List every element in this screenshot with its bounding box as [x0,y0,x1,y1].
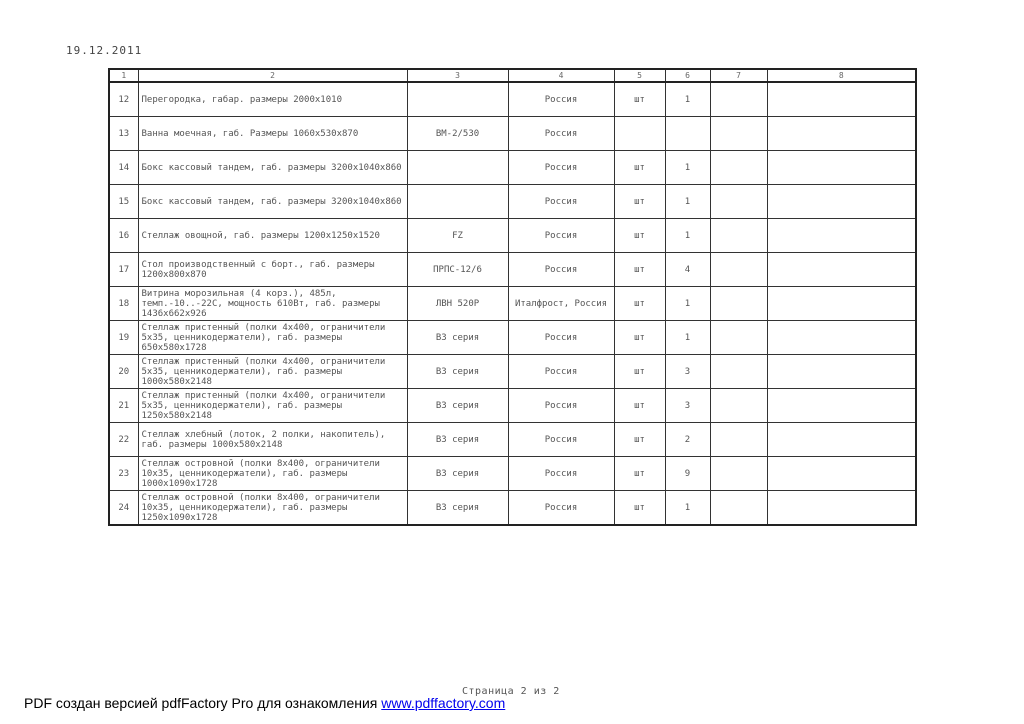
item-unit: шт [614,151,665,185]
item-col8 [767,287,916,321]
item-unit: шт [614,219,665,253]
item-unit: шт [614,457,665,491]
item-unit: шт [614,355,665,389]
item-quantity: 9 [665,457,710,491]
item-country: Россия [508,117,614,151]
item-name: Стеллаж островной (полки 8х400, ограничители 10х35, ценникодержатели), габ. размеры 1000х1090х1728 [138,457,407,491]
item-quantity: 4 [665,253,710,287]
item-model [407,82,508,117]
item-quantity: 1 [665,219,710,253]
item-country: Россия [508,253,614,287]
header-row [109,69,916,82]
item-country: Россия [508,457,614,491]
item-country: Россия [508,219,614,253]
item-col7 [710,82,767,117]
item-model: В3 серия [407,423,508,457]
item-name: Бокс кассовый тандем, габ. размеры 3200х1040х860 [138,151,407,185]
item-unit: шт [614,423,665,457]
item-col8 [767,491,916,526]
item-col8 [767,253,916,287]
item-quantity: 1 [665,82,710,117]
item-col8 [767,219,916,253]
item-name: Стеллаж островной (полки 8х400, ограничители 10х35, ценникодержатели), габ. размеры 1250х1090х1728 [138,491,407,526]
table-row [109,253,916,287]
row-number: 22 [109,423,138,457]
item-country: Россия [508,423,614,457]
table-row [109,219,916,253]
table-row [109,423,916,457]
item-model [407,151,508,185]
item-model: В3 серия [407,457,508,491]
col-header: 1 [109,69,138,82]
item-country: Россия [508,82,614,117]
item-col7 [710,185,767,219]
item-name: Стол производственный с борт., габ. размеры 1200х800х870 [138,253,407,287]
item-col7 [710,321,767,355]
item-unit: шт [614,253,665,287]
item-country: Россия [508,355,614,389]
table-row [109,82,916,117]
row-number: 19 [109,321,138,355]
item-country: Россия [508,389,614,423]
item-model [407,185,508,219]
table-row [109,389,916,423]
item-quantity: 1 [665,321,710,355]
item-name: Стеллаж пристенный (полки 4х400, ограничители 5х35, ценникодержатели), габ. размеры 1250х580х2148 [138,389,407,423]
item-col8 [767,82,916,117]
item-quantity: 1 [665,287,710,321]
item-col8 [767,185,916,219]
item-col8 [767,355,916,389]
item-quantity: 1 [665,185,710,219]
table-row [109,457,916,491]
row-number: 15 [109,185,138,219]
item-model: FZ [407,219,508,253]
page-number: Страница 2 из 2 [462,686,560,697]
pdf-footer [24,695,505,711]
item-col7 [710,117,767,151]
item-col7 [710,253,767,287]
document-date: 19.12.2011 [66,44,143,57]
row-number: 23 [109,457,138,491]
item-model: ПРПС-12/6 [407,253,508,287]
table-row [109,117,916,151]
col-header: 4 [508,69,614,82]
table-row [109,491,916,526]
item-unit: шт [614,389,665,423]
item-quantity [665,117,710,151]
item-country: Россия [508,491,614,526]
item-name: Стеллаж хлебный (лоток, 2 полки, накопитель), габ. размеры 1000х580х2148 [138,423,407,457]
row-number: 18 [109,287,138,321]
item-unit: шт [614,287,665,321]
item-name: Перегородка, габар. размеры 2000х1010 [138,82,407,117]
item-model: В3 серия [407,321,508,355]
item-name: Стеллаж пристенный (полки 4х400, ограничители 5х35, ценникодержатели), габ. размеры 650х580х1728 [138,321,407,355]
item-model: ЛВН 520Р [407,287,508,321]
item-name: Ванна моечная, габ. Размеры 1060х530х870 [138,117,407,151]
item-name: Стеллаж овощной, габ. размеры 1200х1250х1520 [138,219,407,253]
item-model: В3 серия [407,355,508,389]
item-unit: шт [614,82,665,117]
table-row [109,321,916,355]
item-col7 [710,151,767,185]
item-col7 [710,389,767,423]
row-number: 17 [109,253,138,287]
row-number: 13 [109,117,138,151]
item-col7 [710,219,767,253]
equipment-table [108,68,917,526]
item-country: Россия [508,151,614,185]
row-number: 21 [109,389,138,423]
item-col7 [710,423,767,457]
item-country: Россия [508,185,614,219]
item-name: Витрина морозильная (4 корз.), 485л, темп.-10..-22С, мощность 610Вт, габ. размеры 1436х662х926 [138,287,407,321]
item-col8 [767,151,916,185]
row-number: 20 [109,355,138,389]
item-unit: шт [614,491,665,526]
item-country: Россия [508,321,614,355]
table-row [109,287,916,321]
row-number: 12 [109,82,138,117]
item-quantity: 3 [665,355,710,389]
item-country: Италфрост, Россия [508,287,614,321]
item-model: В3 серия [407,389,508,423]
item-quantity: 2 [665,423,710,457]
item-name: Стеллаж пристенный (полки 4х400, ограничители 5х35, ценникодержатели), габ. размеры 1000х580х2148 [138,355,407,389]
item-unit: шт [614,321,665,355]
col-header: 6 [665,69,710,82]
item-col8 [767,457,916,491]
row-number: 16 [109,219,138,253]
item-quantity: 1 [665,491,710,526]
item-model: ВМ-2/530 [407,117,508,151]
item-col8 [767,321,916,355]
item-col7 [710,287,767,321]
col-header: 2 [138,69,407,82]
row-number: 14 [109,151,138,185]
row-number: 24 [109,491,138,526]
item-quantity: 3 [665,389,710,423]
item-name: Бокс кассовый тандем, габ. размеры 3200х1040х860 [138,185,407,219]
item-quantity: 1 [665,151,710,185]
item-col7 [710,355,767,389]
col-header: 8 [767,69,916,82]
footer-text: PDF создан версией pdfFactory Pro для ознакомления [24,695,378,711]
item-unit: шт [614,185,665,219]
col-header: 3 [407,69,508,82]
pdffactory-link[interactable]: www.pdffactory.com [381,695,506,711]
item-col8 [767,389,916,423]
item-col8 [767,117,916,151]
item-col7 [710,457,767,491]
item-unit [614,117,665,151]
table-row [109,151,916,185]
table-row [109,355,916,389]
item-model: В3 серия [407,491,508,526]
item-col8 [767,423,916,457]
item-col7 [710,491,767,526]
table-row [109,185,916,219]
col-header: 5 [614,69,665,82]
col-header: 7 [710,69,767,82]
